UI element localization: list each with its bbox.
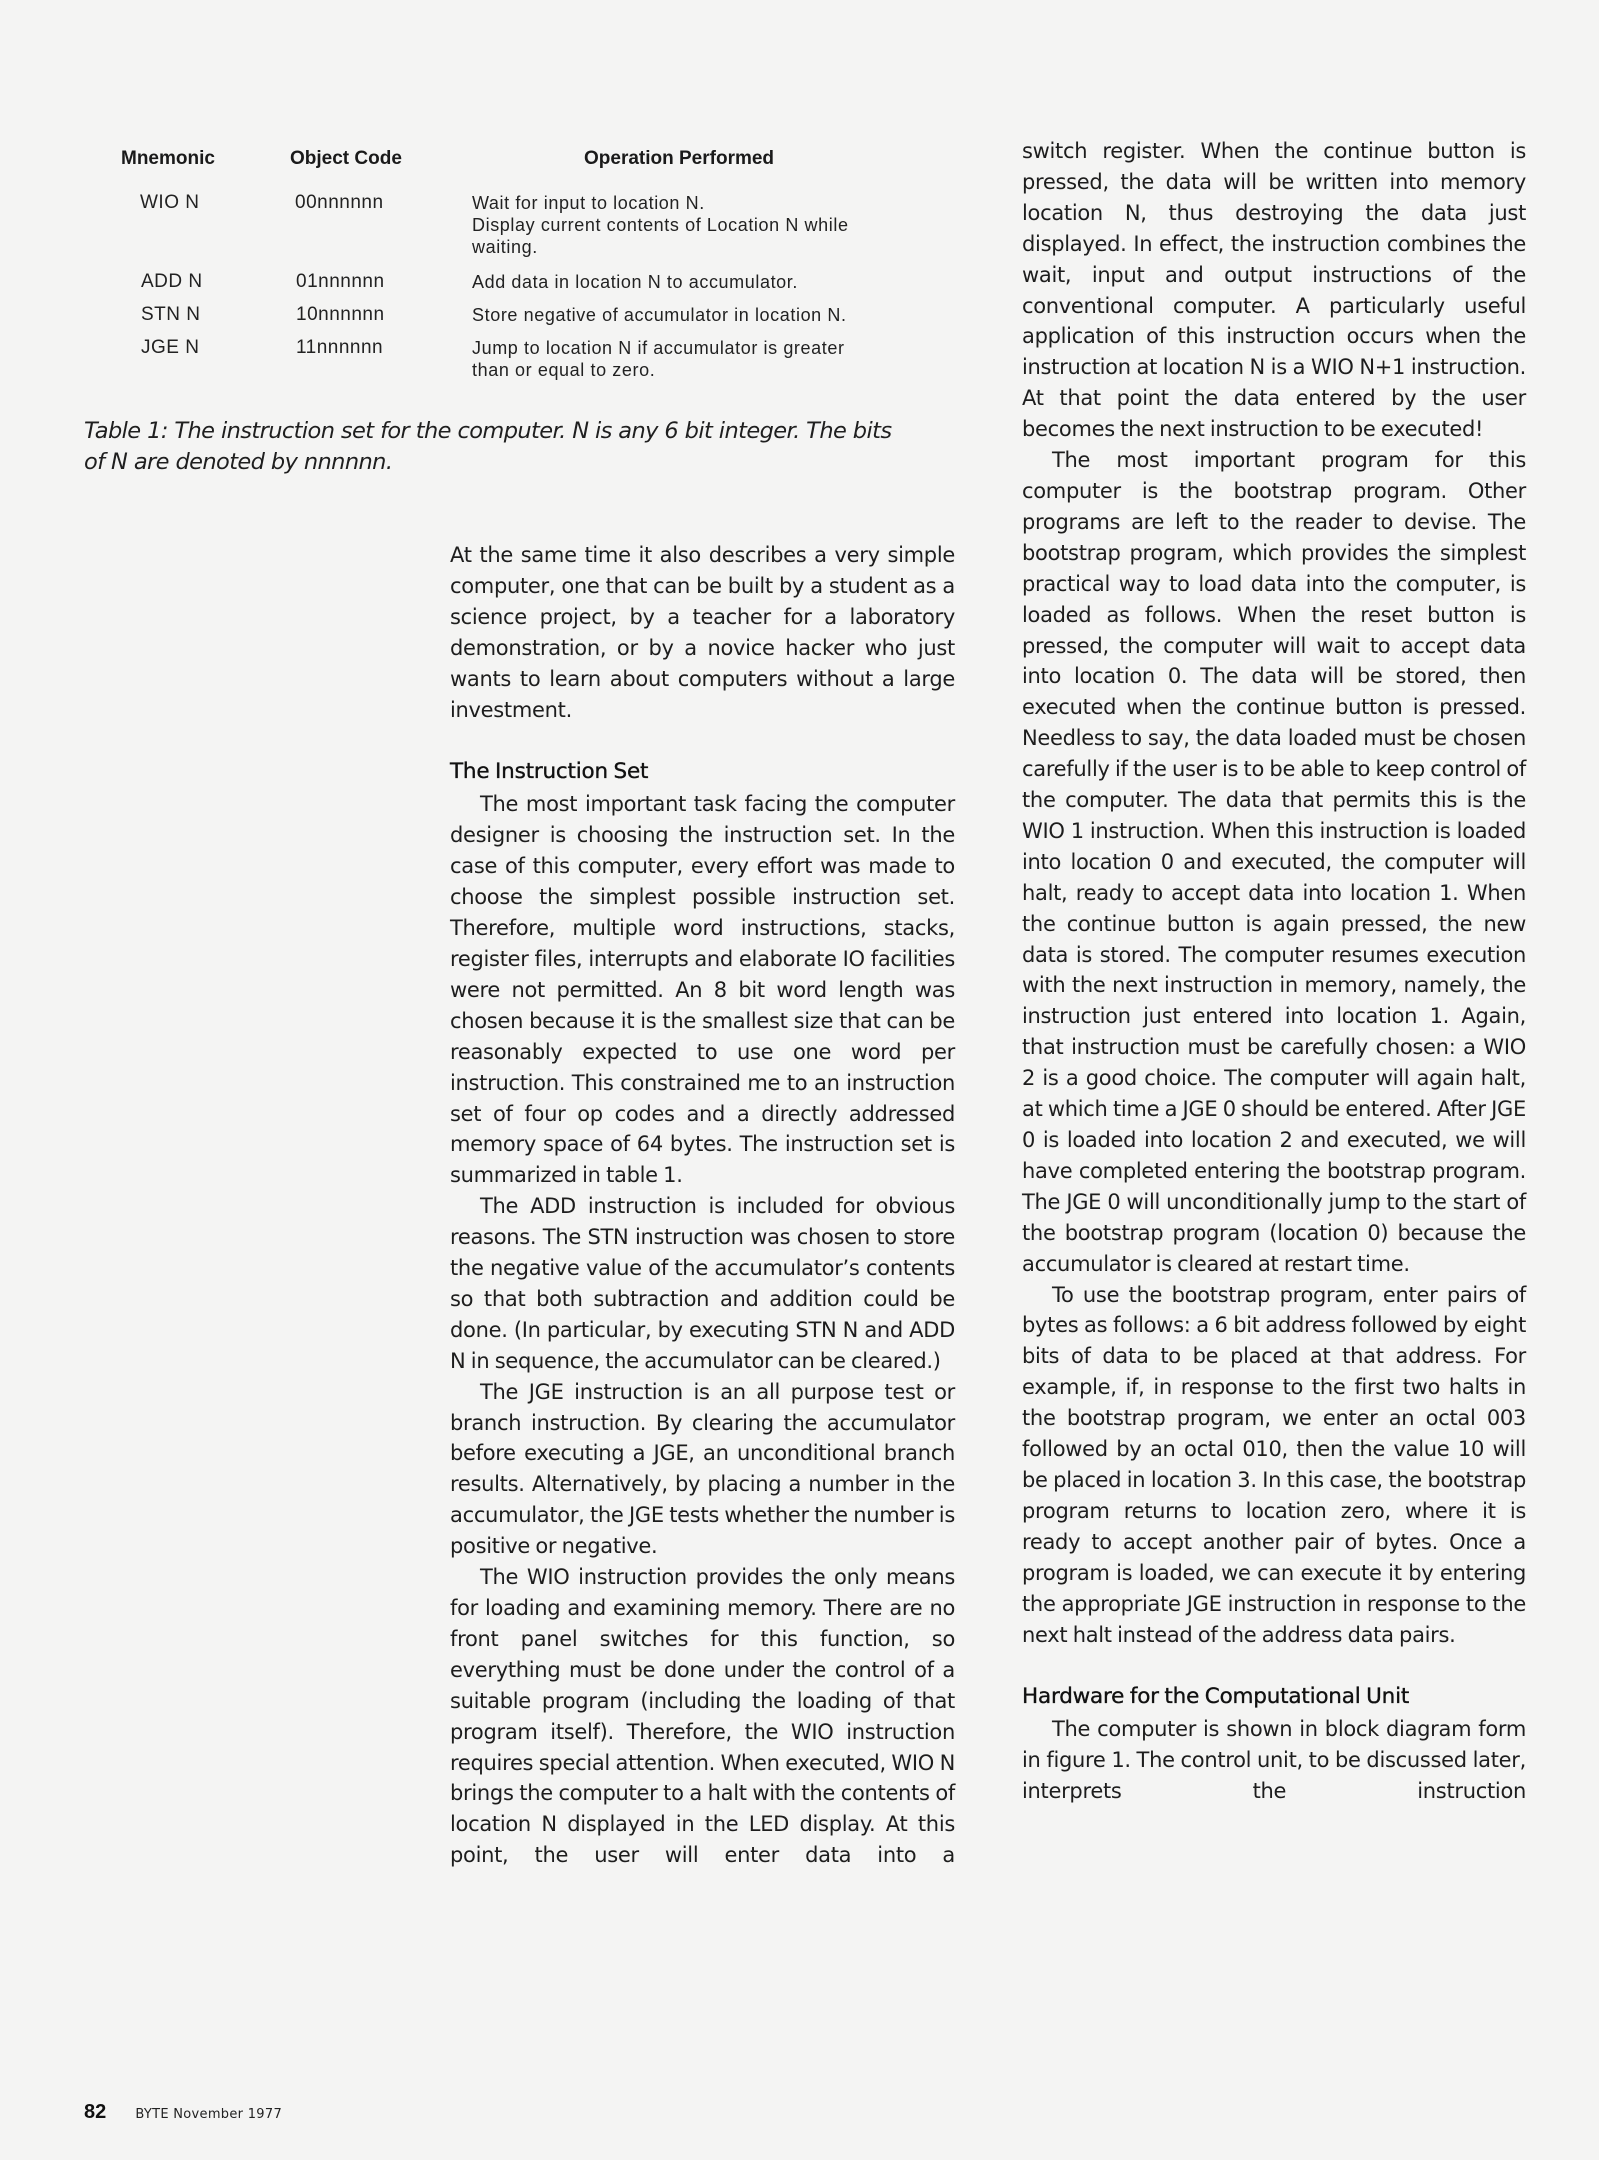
table-header-operation: Operation Performed [584,148,775,169]
caption-line: of N are denoted by nnnnnn. [84,449,393,475]
caption-line: Table 1: The instruction set for the computer. N is any 6 bit integer. The bits [84,418,892,444]
table-cell-operation [472,271,942,293]
page-footer [84,2101,282,2124]
right-column [1022,136,1526,1807]
body-paragraph: The computer is shown in block diagram form in figure 1. The control unit, to be discussed later, interprets the instruction [1022,1717,1526,1804]
publication-line: BYTE November 1977 [135,2107,283,2122]
table-cell-object-code: 00nnnnnn [295,192,384,213]
table-cell-mnemonic: STN N [141,304,201,325]
table-cell-mnemonic: ADD N [141,271,203,292]
instruction-table [0,0,1000,400]
operation-line: Store negative of accumulator in location N. [472,305,847,325]
table-cell-operation [472,304,942,326]
body-paragraph: The most important task facing the computer designer is choosing the instruction set. In the case of this computer, every effort was made to choose the simplest possible instruction set. Therefore, multiple word instructions, stacks, register files, interrupts and elaborate IO facilities were not permitted. An 8 bit word length was chosen because it is the smallest size that can be reasonably expected to use one word per instruction. This constrained me to an instruction set of four op codes and a directly addressed memory space of 64 bytes. The instruction set is summarized in table 1. [450,792,955,1188]
body-paragraph: The most important program for this computer is the bootstrap program. Other programs are left to the reader to devise. The bootstrap program, which provides the simplest practical way to load data into the computer, is loaded as follows. When the reset button is pressed, the computer will wait to accept data into location 0. The data will be stored, then executed when the continue button is pressed. Needless to say, the data loaded must be chosen carefully if the user is to be able to keep control of the computer. The data that permits this is the WIO 1 instruction. When this instruction is loaded into location 0 and executed, the computer will halt, ready to accept data into location 1. When the continue button is again pressed, the new data is stored. The computer resumes execution with the next instruction in memory, namely, the instruction just entered into location 1. Again, that instruction must be carefully chosen: a WIO 2 is a good choice. The computer will again halt, at which time a JGE 0 should be entered. After JGE 0 is loaded into location 2 and executed, we will have completed entering the bootstrap program. The JGE 0 will unconditionally jump to the start of the bootstrap program (location 0) because the accumulator is cleared at restart time. [1022,448,1526,1276]
operation-line: Display current contents of Location N while [472,215,849,235]
table-cell-mnemonic: JGE N [141,337,200,358]
table-cell-object-code: 01nnnnnn [296,271,385,292]
table-cell-operation [472,337,942,381]
table-header-object-code: Object Code [290,148,402,169]
operation-line: waiting. [472,237,538,257]
operation-line: Wait for input to location N. [472,193,705,213]
body-paragraph: To use the bootstrap program, enter pairs of bytes as follows: a 6 bit address followed by eight bits of data to be placed at that address. For example, if, in response to the first two halts in the bootstrap program, we enter an octal 003 followed by an octal 010, then the value 10 will be placed in location 3. In this case, the bootstrap program returns to location zero, where it is ready to accept another pair of bytes. Once a program is loaded, we can execute it by entering the appropriate JGE instruction in response to the next halt instead of the address data pairs. [1022,1282,1526,1647]
intro-paragraph: At the same time it also describes a very simple computer, one that can be built by a student as a science project, by a teacher for a laboratory demonstration, or by a novice hacker who just wants to learn about computers without a large investment. [450,543,955,722]
table-cell-object-code: 10nnnnnn [296,304,385,325]
table-header-mnemonic: Mnemonic [121,148,215,169]
operation-line: than or equal to zero. [472,360,656,380]
body-paragraph: The ADD instruction is included for obvious reasons. The STN instruction was chosen to store the negative value of the accumulator’s contents so that both subtraction and addition could be done. (In particular, by executing STN N and ADD N in sequence, the accumulator can be cleared.) [450,1194,955,1373]
body-paragraph: switch register. When the continue button is pressed, the data will be written into memory location N, thus destroying the data just displayed. In effect, the instruction combines the wait, input and output instructions of the conventional computer. A particularly useful application of this instruction occurs when the instruction at location N is a WIO N+1 instruction. At that point the data entered by the user becomes the next instruction to be executed! [1022,139,1526,442]
table-cell-object-code: 11nnnnnn [296,337,384,358]
section-heading-instruction-set: The Instruction Set [450,759,649,785]
table-cell-mnemonic: WIO N [140,192,200,213]
operation-line: Add data in location N to accumulator. [472,272,798,292]
table-caption [84,416,984,478]
body-paragraph: The WIO instruction provides the only means for loading and examining memory. There are no front panel switches for this function, so everything must be done under the control of a suitable program (including the loading of that program itself). Therefore, the WIO instruction requires special attention. When executed, WIO N brings the computer to a halt with the contents of location N displayed in the LED display. At this point, the user will enter data into a [450,1565,955,1868]
page-number: 82 [84,2101,107,2123]
middle-column [450,540,955,1871]
body-paragraph: The JGE instruction is an all purpose test or branch instruction. By clearing the accumulator before executing a JGE, an unconditional branch results. Alternatively, by placing a number in the accumulator, the JGE tests whether the number is positive or negative. [450,1379,955,1559]
section-heading-hardware: Hardware for the Computational Unit [1022,1684,1410,1710]
table-cell-operation [472,192,942,258]
operation-line: Jump to location N if accumulator is greater [472,338,845,358]
